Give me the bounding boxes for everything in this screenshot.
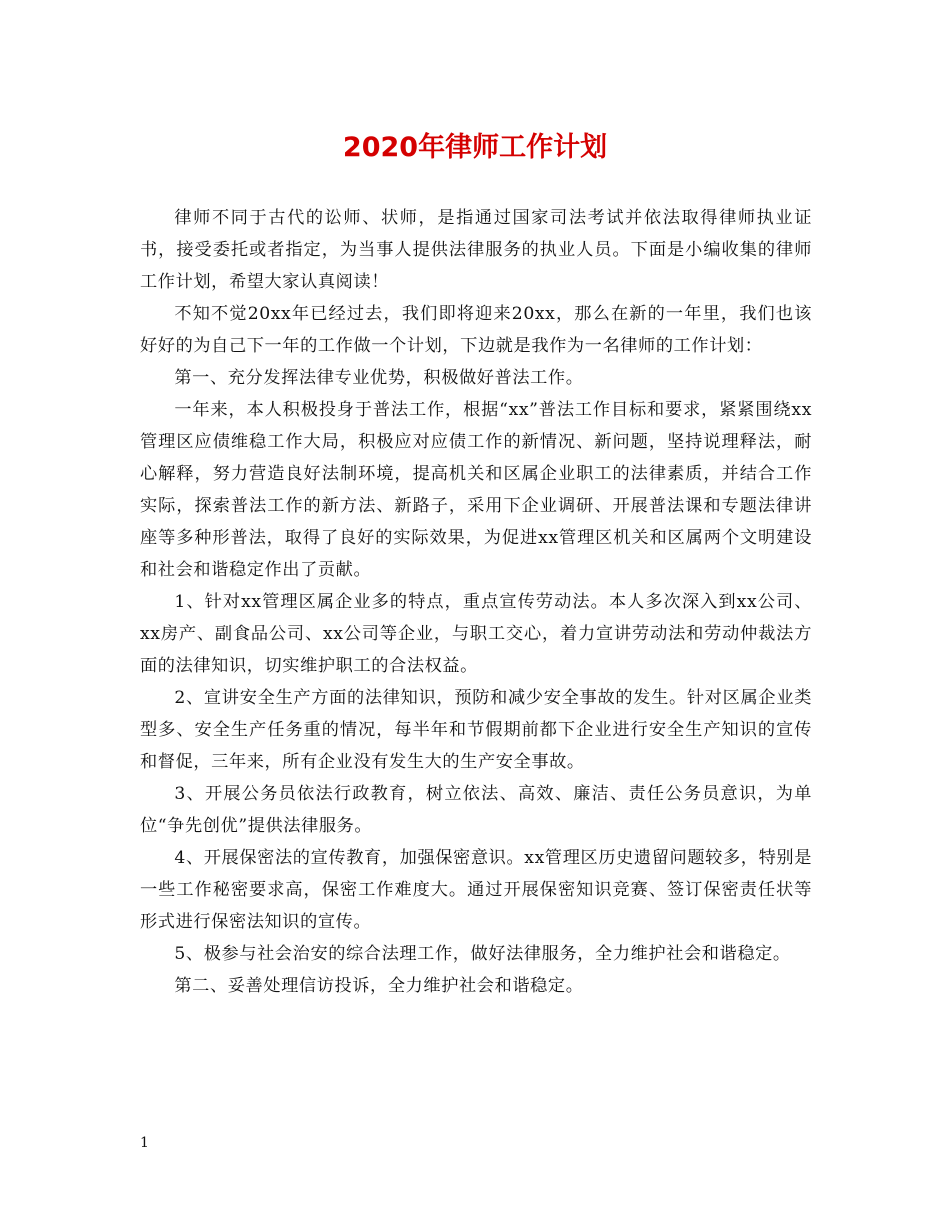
document-title: 2020年律师工作计划 (342, 132, 608, 163)
paragraph-item-3: 3、开展公务员依法行政教育，树立依法、高效、廉洁、责任公务员意识，为单位“争先创优”提供法律服务。 (140, 784, 812, 836)
paragraph-item-2: 2、宣讲安全生产方面的法律知识，预防和减少安全事故的发生。针对区属企业类型多、安全生产任务重的情况，每半年和节假期前都下企业进行安全生产知识的宣传和督促，三年来，所有企业没有发生大的生产安全事故。 (140, 688, 812, 772)
paragraph-item-5: 5、极参与社会治安的综合法理工作，做好法律服务，全力维护社会和谐稳定。 (174, 944, 791, 964)
paragraph-section-one-heading: 第一、充分发挥法律专业优势，积极做好普法工作。 (174, 368, 584, 388)
page-number: 1 (140, 1135, 149, 1151)
document-body (140, 202, 812, 1002)
paragraph-plan-intro: 不知不觉20xx年已经过去，我们即将迎来20xx，那么在新的一年里，我们也该好好的为自己下一年的工作做一个计划，下边就是我作为一名律师的工作计划： (140, 304, 812, 356)
paragraph-item-4: 4、开展保密法的宣传教育，加强保密意识。xx管理区历史遗留问题较多，特别是一些工作秘密要求高，保密工作难度大。通过开展保密知识竞赛、签订保密责任状等形式进行保密法知识的宣传。 (140, 848, 812, 932)
paragraph-section-one-body: 一年来，本人积极投身于普法工作，根据“xx”普法工作目标和要求，紧紧围绕xx管理区应债维稳工作大局，积极应对应债工作的新情况、新问题，坚持说理释法，耐心解释，努力营造良好法制环境，提高机关和区属企业职工的法律素质，并结合工作实际，探索普法工作的新方法、新路子，采用下企业调研、开展普法课和专题法律讲座等多种形普法，取得了良好的实际效果，为促进xx管理区机关和区属两个文明建设和社会和谐稳定作出了贡献。 (140, 400, 812, 580)
paragraph-intro: 律师不同于古代的讼师、状师，是指通过国家司法考试并依法取得律师执业证书，接受委托或者指定，为当事人提供法律服务的执业人员。下面是小编收集的律师工作计划，希望大家认真阅读！ (140, 208, 812, 292)
paragraph-section-two-heading: 第二、妥善处理信访投诉，全力维护社会和谐稳定。 (174, 976, 584, 996)
paragraph-item-1: 1、针对xx管理区属企业多的特点，重点宣传劳动法。本人多次深入到xx公司、xx房产、副食品公司、xx公司等企业，与职工交心，着力宣讲劳动法和劳动仲裁法方面的法律知识，切实维护职工的合法权益。 (140, 592, 812, 676)
